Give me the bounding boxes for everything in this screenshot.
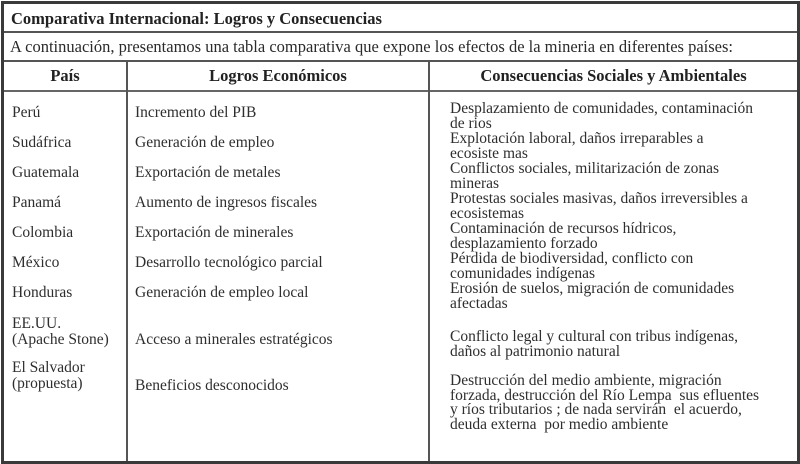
text-line: El Salvador	[12, 359, 85, 376]
cell-consequence	[450, 192, 790, 221]
header-country: País	[50, 66, 80, 85]
column-divider	[428, 62, 430, 461]
text-line: ecosiste mas	[450, 144, 528, 162]
cell-consequence	[450, 374, 790, 432]
text-line: desplazamiento forzado	[450, 234, 598, 252]
cell-country: Honduras	[12, 284, 73, 301]
cell-country: Panamá	[12, 194, 62, 211]
intro-text: A continuación, presentamos una tabla comparativa que expone los efectos de la mineria en diferentes países:	[10, 37, 733, 56]
cell-consequence	[450, 102, 790, 131]
cell-country: México	[12, 254, 60, 271]
header-consequences: Consecuencias Sociales y Ambientales	[480, 66, 747, 85]
cell-country	[12, 360, 127, 392]
cell-achievement: Generación de empleo	[135, 134, 275, 151]
cell-consequence	[450, 252, 790, 281]
cell-consequence	[450, 330, 790, 359]
text-line: forzada, destrucción del Río Lempa sus efluentes	[450, 386, 760, 404]
cell-consequence	[450, 162, 790, 191]
title-row	[4, 4, 797, 33]
text-line: de rios	[450, 114, 492, 132]
text-line: mineras	[450, 174, 500, 192]
header-row	[4, 62, 797, 92]
table-title: Comparativa Internacional: Logros y Consecuencias	[11, 9, 382, 28]
text-line: ecosistemas	[450, 204, 525, 222]
text-line: afectadas	[450, 294, 508, 312]
text-line: Erosión de suelos, migración de comunidades	[450, 280, 735, 297]
text-line: (Apache Stone)	[12, 331, 109, 348]
text-line: Contaminación de recursos hídricos,	[450, 220, 677, 237]
cell-achievement: Desarrollo tecnológico parcial	[135, 254, 323, 271]
cell-consequence	[450, 282, 790, 311]
text-line: EE.UU.	[12, 315, 62, 332]
text-line: comunidades indígenas	[450, 264, 596, 282]
cell-country: Perú	[12, 104, 41, 121]
text-line: Desplazamiento de comunidades, contaminación	[450, 100, 754, 117]
cell-achievement: Exportación de minerales	[135, 224, 294, 241]
cell-achievement: Generación de empleo local	[135, 284, 309, 301]
text-line: deuda externa por medio ambiente	[450, 415, 669, 433]
text-line: Pérdida de biodiversidad, conflicto con	[450, 250, 694, 267]
cell-country: Colombia	[12, 224, 74, 241]
text-line: Protestas sociales masivas, daños irreversibles a	[450, 190, 748, 207]
cell-achievement: Aumento de ingresos fiscales	[135, 194, 318, 211]
intro-row	[4, 33, 797, 62]
cell-consequence	[450, 222, 790, 251]
cell-achievement: Incremento del PIB	[135, 104, 257, 121]
text-line: Conflicto legal y cultural con tribus indígenas,	[450, 328, 738, 345]
text-line: Destrucción del medio ambiente, migración	[450, 372, 722, 389]
text-line: Conflictos sociales, militarización de zonas	[450, 160, 720, 177]
comparison-table	[1, 1, 800, 464]
cell-country: Guatemala	[12, 164, 80, 181]
cell-country	[12, 316, 127, 348]
text-line: y ríos tributarios ; de nada servirán el acuerdo,	[450, 401, 742, 418]
text-line: (propuesta)	[12, 375, 83, 392]
text-line: daños al patrimonio natural	[450, 342, 621, 360]
text-line: Explotación laboral, daños irreparables a	[450, 130, 704, 147]
cell-achievement: Acceso a minerales estratégicos	[135, 331, 333, 348]
cell-country: Sudáfrica	[12, 134, 72, 151]
cell-achievement: Exportación de metales	[135, 164, 281, 181]
cell-achievement: Beneficios desconocidos	[135, 377, 289, 394]
header-achievements: Logros Económicos	[209, 66, 347, 85]
cell-consequence	[450, 132, 790, 161]
